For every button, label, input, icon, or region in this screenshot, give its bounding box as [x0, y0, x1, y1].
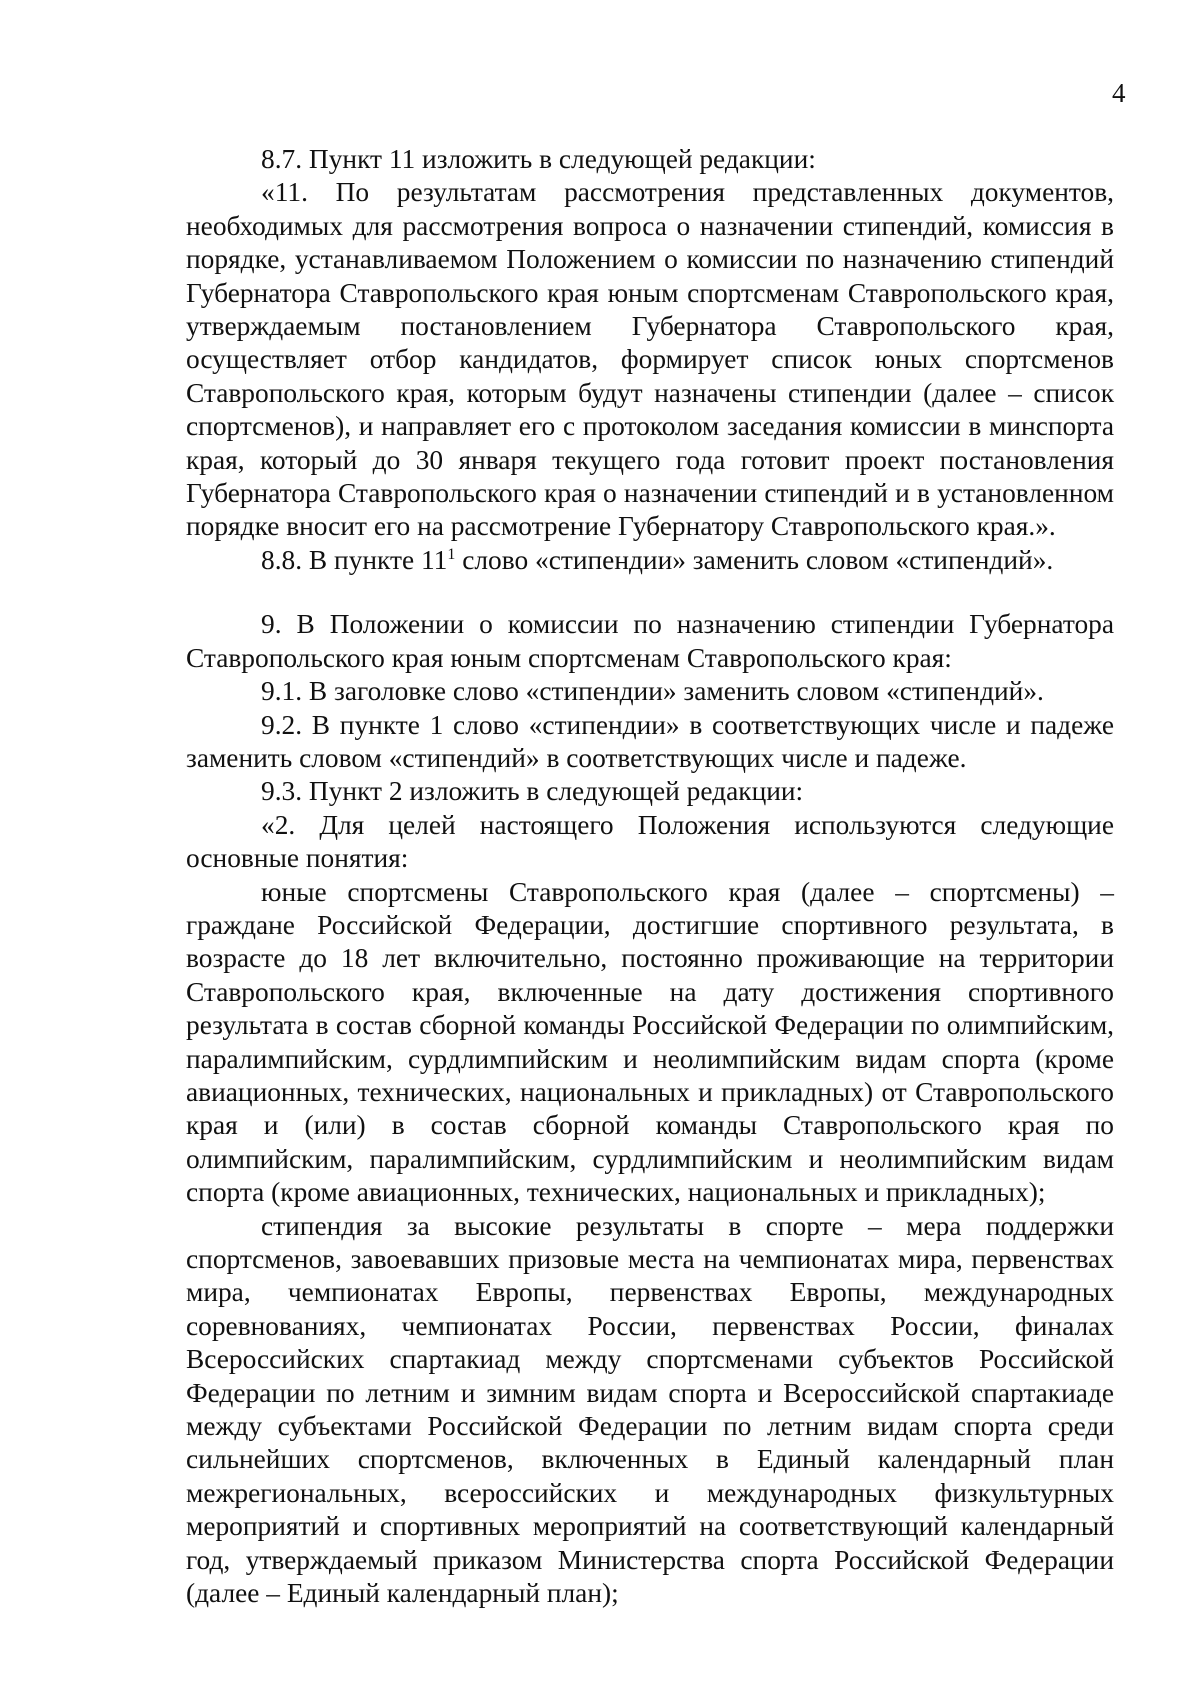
paragraph-9-2: 9.2. В пункте 1 слово «стипендии» в соответствующих числе и падеже заменить словом «стипендий» в соответствующих числе и падеже.: [186, 709, 1114, 773]
paragraph-11-text: «11. По результатам рассмотрения представленных документов, необходимых для рассмотрения вопроса о назначении стипендий, комиссия в порядке, устанавливаемом Положением о комиссии по назначению стипендий Губернатора Ставропольского края юным спортсменам Ставропольского края, утверждаемым постановлением Губернатора Ставропольского края, осуществляет отбор кандидатов, формирует список юных спортсменов Ставропольского края, которым будут назначены стипендии (далее – список спортсменов), и направляет его с протоколом заседания комиссии в минспорта края, который до 30 января текущего года готовит проект постановления Губернатора Ставропольского края о назначении стипендий и в установленном порядке вносит его на рассмотрение Губернатору Ставропольского края.».: [186, 177, 1114, 542]
paragraph-9-1: 9.1. В заголовке слово «стипендии» заменить словом «стипендий».: [261, 676, 1044, 707]
superscript-index: 1: [447, 545, 456, 563]
paragraph-8-8: [186, 544, 1114, 577]
paragraph-8-8-start: 8.8. В пункте 11: [261, 544, 448, 575]
paragraph-8-7: 8.7. Пункт 11 изложить в следующей редакции:: [261, 144, 816, 174]
page-number: 4: [1112, 78, 1126, 108]
paragraph-9-3: 9.3. Пункт 2 изложить в следующей редакции:: [261, 776, 804, 807]
document-body: [186, 143, 1114, 1610]
definition-young-athletes: юные спортсмены Ставропольского края (далее – спортсмены) – граждане Российской Федерации, достигшие спортивного результата, в возрасте до 18 лет включительно, постоянно проживающие на территории Ставропольского края, включенные на дату достижения спортивного результата в состав сборной команды Российской Федерации по олимпийским, паралимпийским, сурдлимпийским и неолимпийским видам спорта (кроме авиационных, технических, национальных и прикладных) от Ставропольского края и (или) в состав сборной команды Ставропольского края по олимпийским, паралимпийским, сурдлимпийским и неолимпийским видам спорта (кроме авиационных, технических, национальных и прикладных);: [186, 876, 1114, 1208]
paragraph-9: 9. В Положении о комиссии по назначению стипендии Губернатора Ставропольского края юным спортсменам Ставропольского края:: [186, 609, 1114, 673]
definition-scholarship: стипендия за высокие результаты в спорте – мера поддержки спортсменов, завоевавших призовые места на чемпионатах мира, первенствах мира, чемпионатах Европы, первенствах Европы, международных соревнованиях, чемпионатах России, первенствах России, финалах Всероссийских спартакиад между спортсменами субъектов Российской Федерации по летним и зимним видам спорта и Всероссийской спартакиаде между субъектами Российской Федерации по летним видам спорта среди сильнейших спортсменов, включенных в Единый календарный план межрегиональных, всероссийских и международных физкультурных мероприятий и спортивных мероприятий на соответствующий календарный год, утверждаемый приказом Министерства спорта Российской Федерации (далее – Единый календарный план);: [186, 1210, 1114, 1609]
paragraph-2-intro: «2. Для целей настоящего Положения используются следующие основные понятия:: [186, 809, 1114, 874]
paragraph-8-8-end: слово «стипендии» заменить словом «стипендий».: [455, 544, 1054, 575]
